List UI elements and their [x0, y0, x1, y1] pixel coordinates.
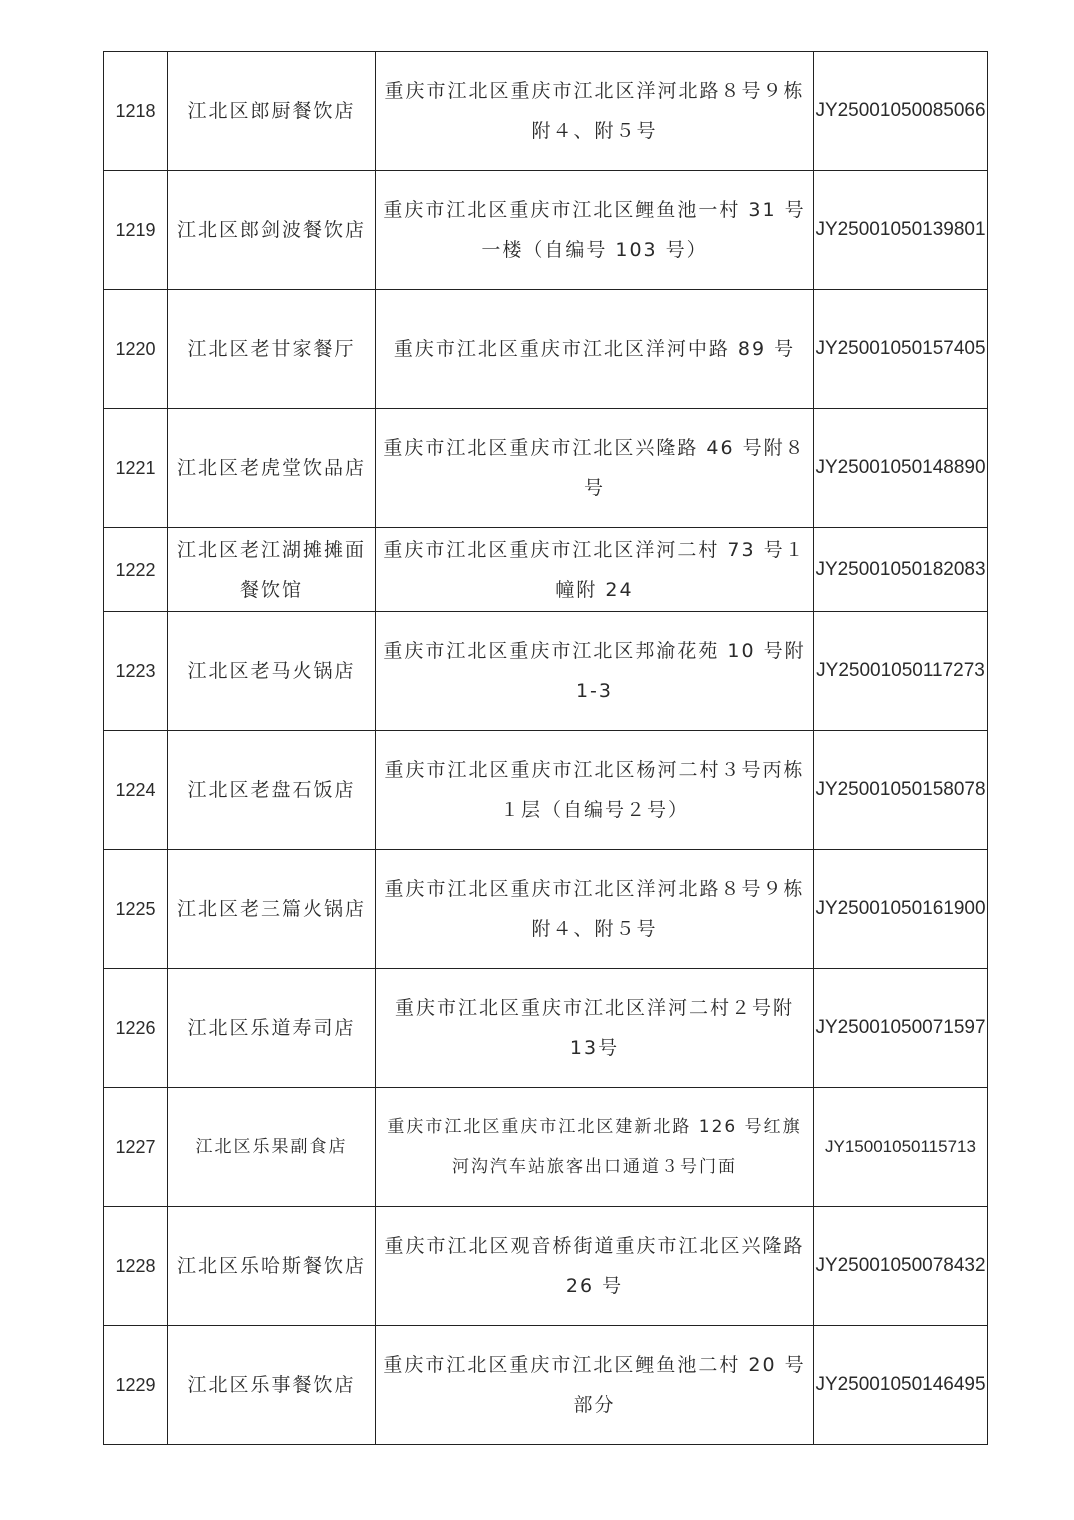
business-address: 重庆市江北区重庆市江北区兴隆路 46 号附８号 — [376, 409, 814, 528]
business-name: 江北区老盘石饭店 — [168, 731, 376, 850]
table-row — [104, 850, 988, 969]
business-address: 重庆市江北区重庆市江北区鲤鱼池一村 31 号一楼（自编号 103 号） — [376, 171, 814, 290]
table-row — [104, 290, 988, 409]
business-name: 江北区乐果副食店 — [168, 1088, 376, 1207]
record-number: 1228 — [104, 1207, 168, 1326]
license-number: JY25001050117273 — [814, 612, 988, 731]
business-name: 江北区老马火锅店 — [168, 612, 376, 731]
record-number: 1226 — [104, 969, 168, 1088]
business-name: 江北区乐事餐饮店 — [168, 1326, 376, 1445]
table-row — [104, 969, 988, 1088]
business-name: 江北区乐道寿司店 — [168, 969, 376, 1088]
table-row — [104, 171, 988, 290]
license-number: JY25001050148890 — [814, 409, 988, 528]
business-name: 江北区老甘家餐厅 — [168, 290, 376, 409]
business-name: 江北区老三篇火锅店 — [168, 850, 376, 969]
record-number: 1229 — [104, 1326, 168, 1445]
business-address: 重庆市江北区重庆市江北区杨河二村３号丙栋１层（自编号２号） — [376, 731, 814, 850]
business-address: 重庆市江北区重庆市江北区洋河二村２号附 13号 — [376, 969, 814, 1088]
record-number: 1224 — [104, 731, 168, 850]
license-number: JY15001050115713 — [814, 1088, 988, 1207]
table-row — [104, 1326, 988, 1445]
license-number: JY25001050161900 — [814, 850, 988, 969]
record-number: 1219 — [104, 171, 168, 290]
record-number: 1227 — [104, 1088, 168, 1207]
business-address: 重庆市江北区重庆市江北区洋河北路８号９栋附４、附５号 — [376, 850, 814, 969]
business-name: 江北区老江湖摊摊面餐饮馆 — [168, 528, 376, 612]
license-number: JY25001050071597 — [814, 969, 988, 1088]
record-number: 1221 — [104, 409, 168, 528]
business-name: 江北区郎厨餐饮店 — [168, 52, 376, 171]
license-number: JY25001050146495 — [814, 1326, 988, 1445]
business-address: 重庆市江北区重庆市江北区洋河二村 73 号１幢附 24 — [376, 528, 814, 612]
business-address: 重庆市江北区重庆市江北区鲤鱼池二村 20 号部分 — [376, 1326, 814, 1445]
table-row — [104, 612, 988, 731]
table-row — [104, 1088, 988, 1207]
record-number: 1223 — [104, 612, 168, 731]
record-number: 1222 — [104, 528, 168, 612]
table-row — [104, 52, 988, 171]
business-address: 重庆市江北区重庆市江北区洋河北路８号９栋附４、附５号 — [376, 52, 814, 171]
record-number: 1225 — [104, 850, 168, 969]
table-row — [104, 528, 988, 612]
record-number: 1220 — [104, 290, 168, 409]
business-name: 江北区乐哈斯餐饮店 — [168, 1207, 376, 1326]
license-number: JY25001050078432 — [814, 1207, 988, 1326]
business-name: 江北区郎剑波餐饮店 — [168, 171, 376, 290]
business-address: 重庆市江北区观音桥街道重庆市江北区兴隆路26 号 — [376, 1207, 814, 1326]
license-number: JY25001050182083 — [814, 528, 988, 612]
business-address: 重庆市江北区重庆市江北区洋河中路 89 号 — [376, 290, 814, 409]
license-number: JY25001050157405 — [814, 290, 988, 409]
business-license-table — [103, 51, 988, 1445]
license-number: JY25001050158078 — [814, 731, 988, 850]
business-address: 重庆市江北区重庆市江北区邦渝花苑 10 号附1-3 — [376, 612, 814, 731]
table-row — [104, 731, 988, 850]
license-number: JY25001050085066 — [814, 52, 988, 171]
table-row — [104, 1207, 988, 1326]
record-number: 1218 — [104, 52, 168, 171]
business-address: 重庆市江北区重庆市江北区建新北路 126 号红旗河沟汽车站旅客出口通道３号门面 — [376, 1088, 814, 1207]
license-number: JY25001050139801 — [814, 171, 988, 290]
table-row — [104, 409, 988, 528]
business-name: 江北区老虎堂饮品店 — [168, 409, 376, 528]
